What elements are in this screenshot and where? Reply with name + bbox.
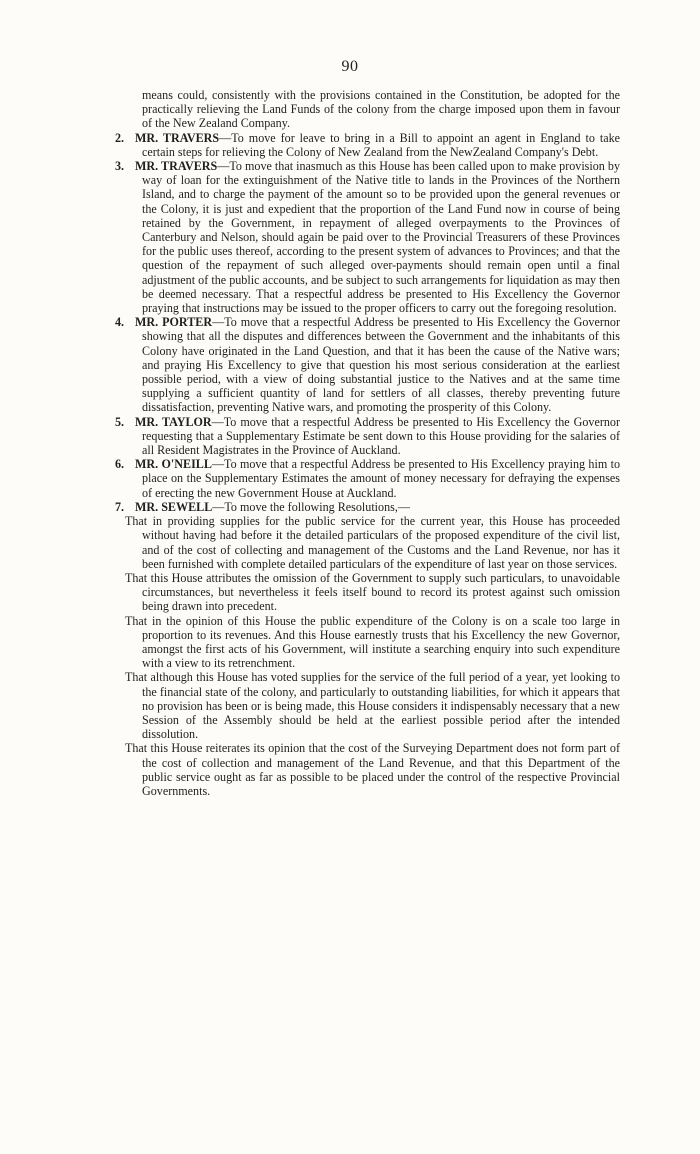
motion-4: [115, 315, 620, 414]
motion-2: [115, 131, 620, 159]
motion-number: 2.: [115, 130, 125, 145]
motion-mover: MR. O'NEILL: [135, 457, 212, 472]
motion-number: 4.: [115, 315, 125, 330]
motion-text: —To move for leave to bring in a Bill to appoint an agent in England to take certain steps for relieving the Colony of New Zealand from the NewZealand Company's Debt.: [142, 130, 620, 159]
motion-text: —To move that inasmuch as this House has been called upon to make provision by way of loan for the extinguishment of the Native title to lands in the Provinces of the Northern Island, and to charge the payment of the amount so to be provided upon the general revenues or the Colony, it is just and expedient that the proportion of the Land Fund now in course of being retained by the Government, in repayment of alleged overpayments to the Provinces of Canterbury and Nelson, should again be paid over to the Provincial Treasurers of these Provinces for the public uses thereof, according to the present system of advances to Provinces; and that the question of the repayment of such alleged over-payments should remain open until a final adjustment of the public accounts, and be subject to such arrangements for liquidation as may then be deemed necessary. That a respectful address be presented to His Excellency the Governor praying that instructions may be issued to the proper officers to carry out the foregoing resolution.: [142, 159, 620, 316]
motion-mover: MR. PORTER: [135, 315, 213, 330]
motion-mover: MR. TAYLOR: [135, 414, 212, 429]
resolution-paragraph: That in providing supplies for the public service for the current year, this House has proceeded without having had before it the detailed particulars of the proposed expenditure of the civil list, and of the cost of collecting and management of the Customs and the Land Revenue, nor has it been furnished with complete detailed particulars of the expenditure of last year on those services.: [125, 514, 620, 571]
resolution-paragraph: That in the opinion of this House the public expenditure of the Colony is on a scale too large in proportion to its revenues. And this House earnestly trusts that his Excellency the new Governor, amongst the first acts of his Government, will institute a searching enquiry into such expenditure with a view to its retrenchment.: [125, 613, 620, 671]
motion-mover: MR. SEWELL: [135, 499, 213, 514]
resolutions-list: [125, 514, 620, 798]
motion-number: 6.: [115, 457, 125, 472]
motion-mover: MR. TRAVERS: [135, 130, 220, 145]
continuation-paragraph: means could, consistently with the provisions contained in the Constitution, be adopted for the practically relieving the Land Funds of the colony from the charge imposed upon them in favour of the New Zealand Company.: [142, 88, 620, 131]
motion-6: [115, 457, 620, 500]
motion-5: [115, 415, 620, 458]
motion-text: —To move the following Resolutions,—: [212, 499, 410, 514]
motion-text: —To move that a respectful Address be presented to His Excellency praying him to place on the Supplementary Estimates the amount of money necessary for defraying the expenses of erecting the new Government House at Auckland.: [142, 457, 620, 500]
motion-text: —To move that a respectful Address be presented to His Excellency the Governor showing that all the disputes and differences between the Government and the inhabitants of this Colony have originated in the Land Question, and that it has been the cause of the Native wars; and praying His Excellency to give that question his most serious consideration at the earliest possible period, with a view of doing substantial justice to the Natives and at the same time supplying a sufficient quantity of land for settlers of all classes, thereby preventing future dissatisfaction, preventing Native wars, and promoting the prosperity of this Colony.: [142, 315, 620, 415]
resolution-paragraph: That this House reiterates its opinion that the cost of the Surveying Department does not form part of the cost of collection and management of the Land Revenue, and that this Department of the public service ought as far as possible to be placed under the control of the respective Provincial Governments.: [125, 741, 620, 798]
motion-number: 3.: [115, 159, 125, 174]
motion-number: 5.: [115, 414, 125, 429]
motion-3: [115, 159, 620, 315]
resolution-paragraph: That this House attributes the omission of the Government to supply such particulars, to unavoidable circumstances, but nevertheless it feels itself bound to record its protest against such omission being drawn into precedent.: [125, 570, 620, 614]
motion-number: 7.: [115, 499, 125, 514]
motion-mover: MR. TRAVERS: [135, 159, 218, 174]
motion-7: [115, 500, 620, 514]
page-body: [115, 88, 620, 798]
resolution-paragraph: That although this House has voted supplies for the service of the full period of a year, yet looking to the financial state of the colony, and particularly to outstanding liabilities, for which it appears that no provision has been or is being made, this House considers it indispensably necessary that a new Session of the Assembly should be held at the earliest possible period after the intended dissolution.: [125, 670, 620, 742]
page-number: 90: [341, 58, 359, 75]
motion-text: —To move that a respectful Address be presented to His Excellency the Governor requesting that a Supplementary Estimate be sent down to this House providing for the salaries of all Resident Magistrates in the Province of Auckland.: [142, 414, 620, 458]
